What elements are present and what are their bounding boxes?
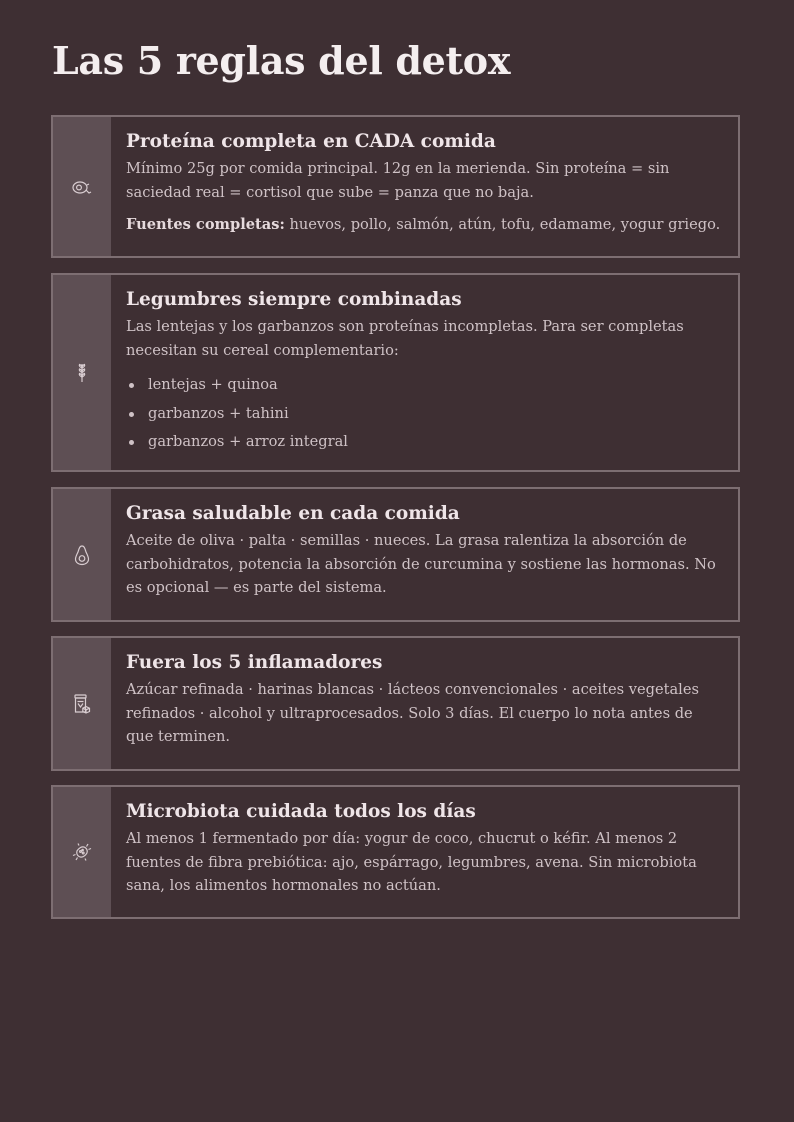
- rule-body: Azúcar refinada · harinas blancas · lácteos convencionales · aceites vegetales refinados · alcohol y ultraprocesados. Solo 3 días. El cuerpo lo nota antes de que terminen.: [126, 681, 699, 745]
- rule-body: Al menos 1 fermentado por día: yogur de coco, chucrut o kéfir. Al menos 2 fuentes de fibra prebiótica: ajo, espárrago, legumbres, avena. Sin microbiota sana, los alimentos hormonales no actúan.: [126, 830, 697, 894]
- combination-list: [126, 371, 724, 457]
- rule-heading: Microbiota cuidada todos los días: [126, 801, 476, 822]
- list-item: lentejas + quinoa: [148, 371, 724, 400]
- rule-card-healthy-fat: [51, 487, 740, 622]
- rule-card-inflammatory: [51, 636, 740, 771]
- sources-text: huevos, pollo, salmón, atún, tofu, edamame, yogur griego.: [284, 216, 721, 233]
- no-sugar-jar-icon: [70, 692, 94, 716]
- rule-heading: Grasa saludable en cada comida: [126, 503, 460, 524]
- wheat-icon: [70, 361, 94, 385]
- rule-icon-rail: [53, 117, 111, 256]
- egg-icon: [70, 175, 94, 199]
- rule-heading: Legumbres siempre combinadas: [126, 289, 462, 310]
- rule-icon-rail: [53, 489, 111, 620]
- rule-sources: [126, 213, 724, 237]
- page-title: Las 5 reglas del detox: [52, 38, 511, 83]
- rule-heading: Proteína completa en CADA comida: [126, 131, 496, 152]
- rule-heading: Fuera los 5 inflamadores: [126, 652, 383, 673]
- rule-icon-rail: [53, 787, 111, 917]
- rule-body: Aceite de oliva · palta · semillas · nueces. La grasa ralentiza la absorción de carbohidratos, potencia la absorción de curcumina y sostiene las hormonas. No es opcional — es parte del sistema.: [126, 532, 716, 596]
- rule-icon-rail: [53, 275, 111, 470]
- rule-card-protein: [51, 115, 740, 258]
- list-item: garbanzos + arroz integral: [148, 428, 724, 457]
- rule-body: Las lentejas y los garbanzos son proteínas incompletas. Para ser completas necesitan su cereal complementario:: [126, 318, 684, 359]
- rule-card-legumes: [51, 273, 740, 472]
- list-item: garbanzos + tahini: [148, 400, 724, 429]
- bacteria-icon: [70, 840, 94, 864]
- rule-card-microbiota: [51, 785, 740, 919]
- rule-icon-rail: [53, 638, 111, 769]
- avocado-icon: [70, 543, 94, 567]
- sources-label: Fuentes completas:: [126, 216, 285, 233]
- rule-body: Mínimo 25g por comida principal. 12g en la merienda. Sin proteína = sin saciedad real = cortisol que sube = panza que no baja.: [126, 160, 670, 201]
